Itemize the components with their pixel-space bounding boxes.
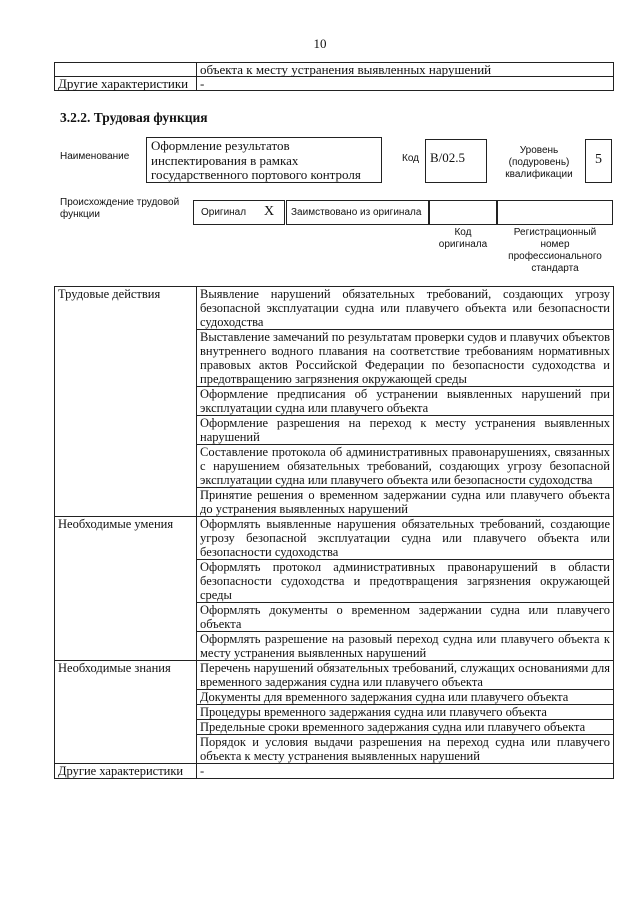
reg-number-label: Регистрационный номер профессионального стандарта bbox=[508, 227, 602, 274]
row-value: - bbox=[197, 77, 614, 91]
reg-number-box bbox=[497, 200, 613, 225]
code-original-box bbox=[429, 200, 497, 225]
row-item: Документы для временного задержания судна или плавучего объекта bbox=[197, 690, 614, 705]
borrowed-box bbox=[286, 200, 429, 225]
row-item: Процедуры временного задержания судна или плавучего объекта bbox=[197, 705, 614, 720]
continuation-table bbox=[54, 62, 614, 91]
row-category-label: Необходимые умения bbox=[55, 517, 197, 661]
table-row bbox=[55, 63, 614, 77]
row-item: Оформлять выявленные нарушения обязательных требований, создающие угрозу безопасной эксплуатации судна или плавучего объекта или безопасности судоходства bbox=[197, 517, 614, 560]
borrowed-label: Заимствовано из оригинала bbox=[291, 207, 422, 218]
table-row bbox=[55, 77, 614, 91]
naimenovanie-label: Наименование bbox=[60, 151, 130, 162]
original-mark: X bbox=[264, 204, 275, 219]
row-item: Выставление замечаний по результатам проверки судов и плавучих объектов внутреннего водного плавания на соответствие требованиям нормативных правовых актов Российской Федерации по безопасности судоходства и предотвращению загрязнения окружающей среды bbox=[197, 330, 614, 387]
original-label: Оригинал bbox=[201, 207, 247, 218]
row-label bbox=[55, 63, 197, 77]
function-details-table bbox=[54, 286, 614, 779]
code-label: Код bbox=[402, 153, 420, 164]
function-name: Оформление результатов инспектирования в рамках государственного портового контроля bbox=[151, 138, 361, 182]
row-item: Составление протокола об административных правонарушениях, связанных с нарушением обязательных требований, создающих угрозу безопасной эксплуатации судна или плавучего объекта или безопасности судоходства bbox=[197, 445, 614, 488]
code-box bbox=[425, 139, 487, 183]
row-item: Оформлять разрешение на разовый переход судна или плавучего объекта к месту устранения выявленных нарушений bbox=[197, 632, 614, 661]
row-label: Другие характеристики bbox=[55, 77, 197, 91]
row-item: Принятие решения о временном задержании судна или плавучего объекта до устранения выявленных нарушений bbox=[197, 488, 614, 517]
row-category-label: Трудовые действия bbox=[55, 287, 197, 517]
row-item: Оформление предписания об устранении выявленных нарушений при эксплуатации судна или плавучего объекта bbox=[197, 387, 614, 416]
table-row bbox=[55, 517, 614, 560]
row-item: Перечень нарушений обязательных требований, служащих основаниями для временного задержания судна или плавучего объекта bbox=[197, 661, 614, 690]
level-label: Уровень (подуровень) квалификации bbox=[505, 145, 573, 180]
code-original-label: Код оригинала bbox=[438, 227, 488, 250]
row-item: Оформлять протокол административных правонарушений в области безопасности судоходства и предотвращения загрязнения окружающей среды bbox=[197, 560, 614, 603]
level-value: 5 bbox=[595, 152, 602, 167]
code-value: B/02.5 bbox=[430, 150, 466, 165]
table-row bbox=[55, 764, 614, 779]
row-item: - bbox=[197, 764, 614, 779]
row-value: объекта к месту устранения выявленных нарушений bbox=[197, 63, 614, 77]
section-heading: 3.2.2. Трудовая функция bbox=[60, 110, 208, 125]
level-box bbox=[585, 139, 612, 183]
table-row bbox=[55, 661, 614, 690]
original-box bbox=[193, 200, 285, 225]
row-item: Предельные сроки временного задержания судна или плавучего объекта bbox=[197, 720, 614, 735]
origin-label: Происхождение трудовой функции bbox=[60, 197, 180, 220]
function-name-box bbox=[146, 137, 382, 183]
row-category-label: Необходимые знания bbox=[55, 661, 197, 764]
page-number: 10 bbox=[313, 36, 327, 51]
table-row bbox=[55, 287, 614, 330]
row-item: Порядок и условия выдачи разрешения на переход судна или плавучего объекта к месту устранения выявленных нарушений bbox=[197, 735, 614, 764]
row-item: Оформлять документы о временном задержании судна или плавучего объекта bbox=[197, 603, 614, 632]
row-category-label: Другие характеристики bbox=[55, 764, 197, 779]
row-item: Выявление нарушений обязательных требований, создающих угрозу безопасной эксплуатации судна или плавучего объекта или безопасности судоходства bbox=[197, 287, 614, 330]
row-item: Оформление разрешения на переход к месту устранения выявленных нарушений bbox=[197, 416, 614, 445]
